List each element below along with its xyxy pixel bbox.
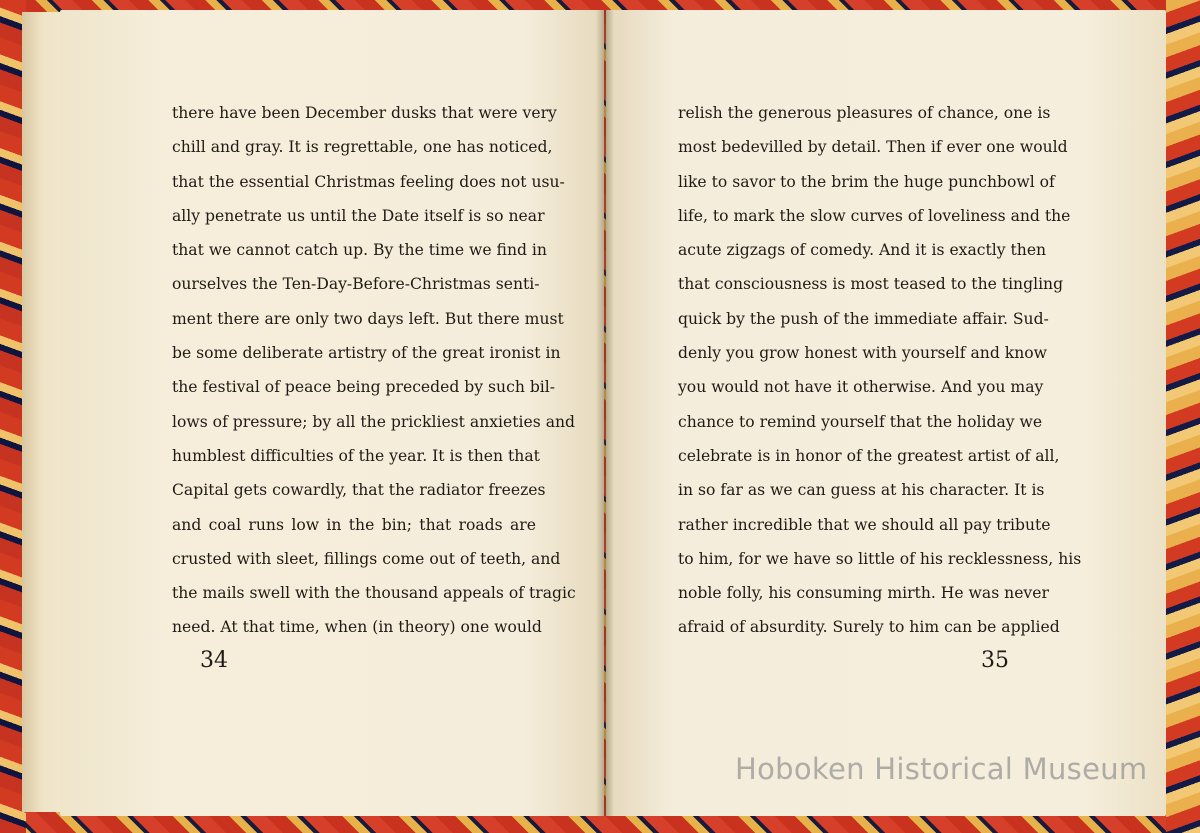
text-line: need. At that time, when (in theory) one would [172,618,542,637]
cover-right-edge [1166,0,1200,833]
text-line: the festival of peace being preceded by such bil- [172,378,556,397]
text-line: there have been December dusks that were very [172,104,557,122]
text-line: lows of pressure; by all the prickliest anxieties and [172,412,576,431]
text-line: rather incredible that we should all pay tribute [678,515,1051,534]
text-line: like to savor to the brim the huge punchbowl of [678,172,1055,191]
text-line: you would not have it otherwise. And you may [678,378,1044,397]
text-line: humblest difficulties of the year. It is then that [172,446,540,465]
text-line: denly you grow honest with yourself and know [678,344,1048,363]
text-line: ally penetrate us until the Date itself is so near [172,206,545,225]
text-line: quick by the push of the immediate affair. Sud- [678,309,1049,328]
left-page-text [172,96,576,645]
text-line: most bedevilled by detail. Then if ever one would [678,138,1068,157]
text-line: Capital gets cowardly, that the radiator freezes [172,481,546,500]
page-number-left: 34 [200,648,228,673]
text-line: crusted with sleet, fillings come out of teeth, and [172,549,561,568]
text-line: that we cannot catch up. By the time we find in [172,241,547,260]
text-line: be some deliberate artistry of the great ironist in [172,344,561,363]
text-line: celebrate is in honor of the greatest artist of all, [678,446,1060,465]
book-gutter [596,10,614,816]
text-line: to him, for we have so little of his recklessness, his [678,549,1082,568]
text-line: in so far as we can guess at his character. It is [678,481,1045,500]
text-line: chill and gray. It is regrettable, one has noticed, [172,138,553,157]
text-line: and coal runs low in the bin; that roads are [172,515,536,534]
text-line: that the essential Christmas feeling does not usu- [172,172,565,191]
museum-watermark: Hoboken Historical Museum [735,752,1148,786]
text-line: that consciousness is most teased to the tingling [678,275,1064,294]
text-line: relish the generous pleasures of chance, one is [678,104,1051,122]
text-line: chance to remind yourself that the holiday we [678,412,1043,431]
text-line: life, to mark the slow curves of loveliness and the [678,206,1071,225]
text-line: the mails swell with the thousand appeals of tragic [172,584,576,603]
text-line: ourselves the Ten-Day-Before-Christmas senti- [172,275,540,294]
text-line: noble folly, his consuming mirth. He was never [678,584,1049,603]
text-line: afraid of absurdity. Surely to him can be applied [678,618,1060,637]
text-line: ment there are only two days left. But there must [172,309,564,328]
right-page-text [678,96,1082,645]
page-number-right: 35 [981,648,1009,673]
text-line: acute zigzags of comedy. And it is exactly then [678,241,1047,260]
